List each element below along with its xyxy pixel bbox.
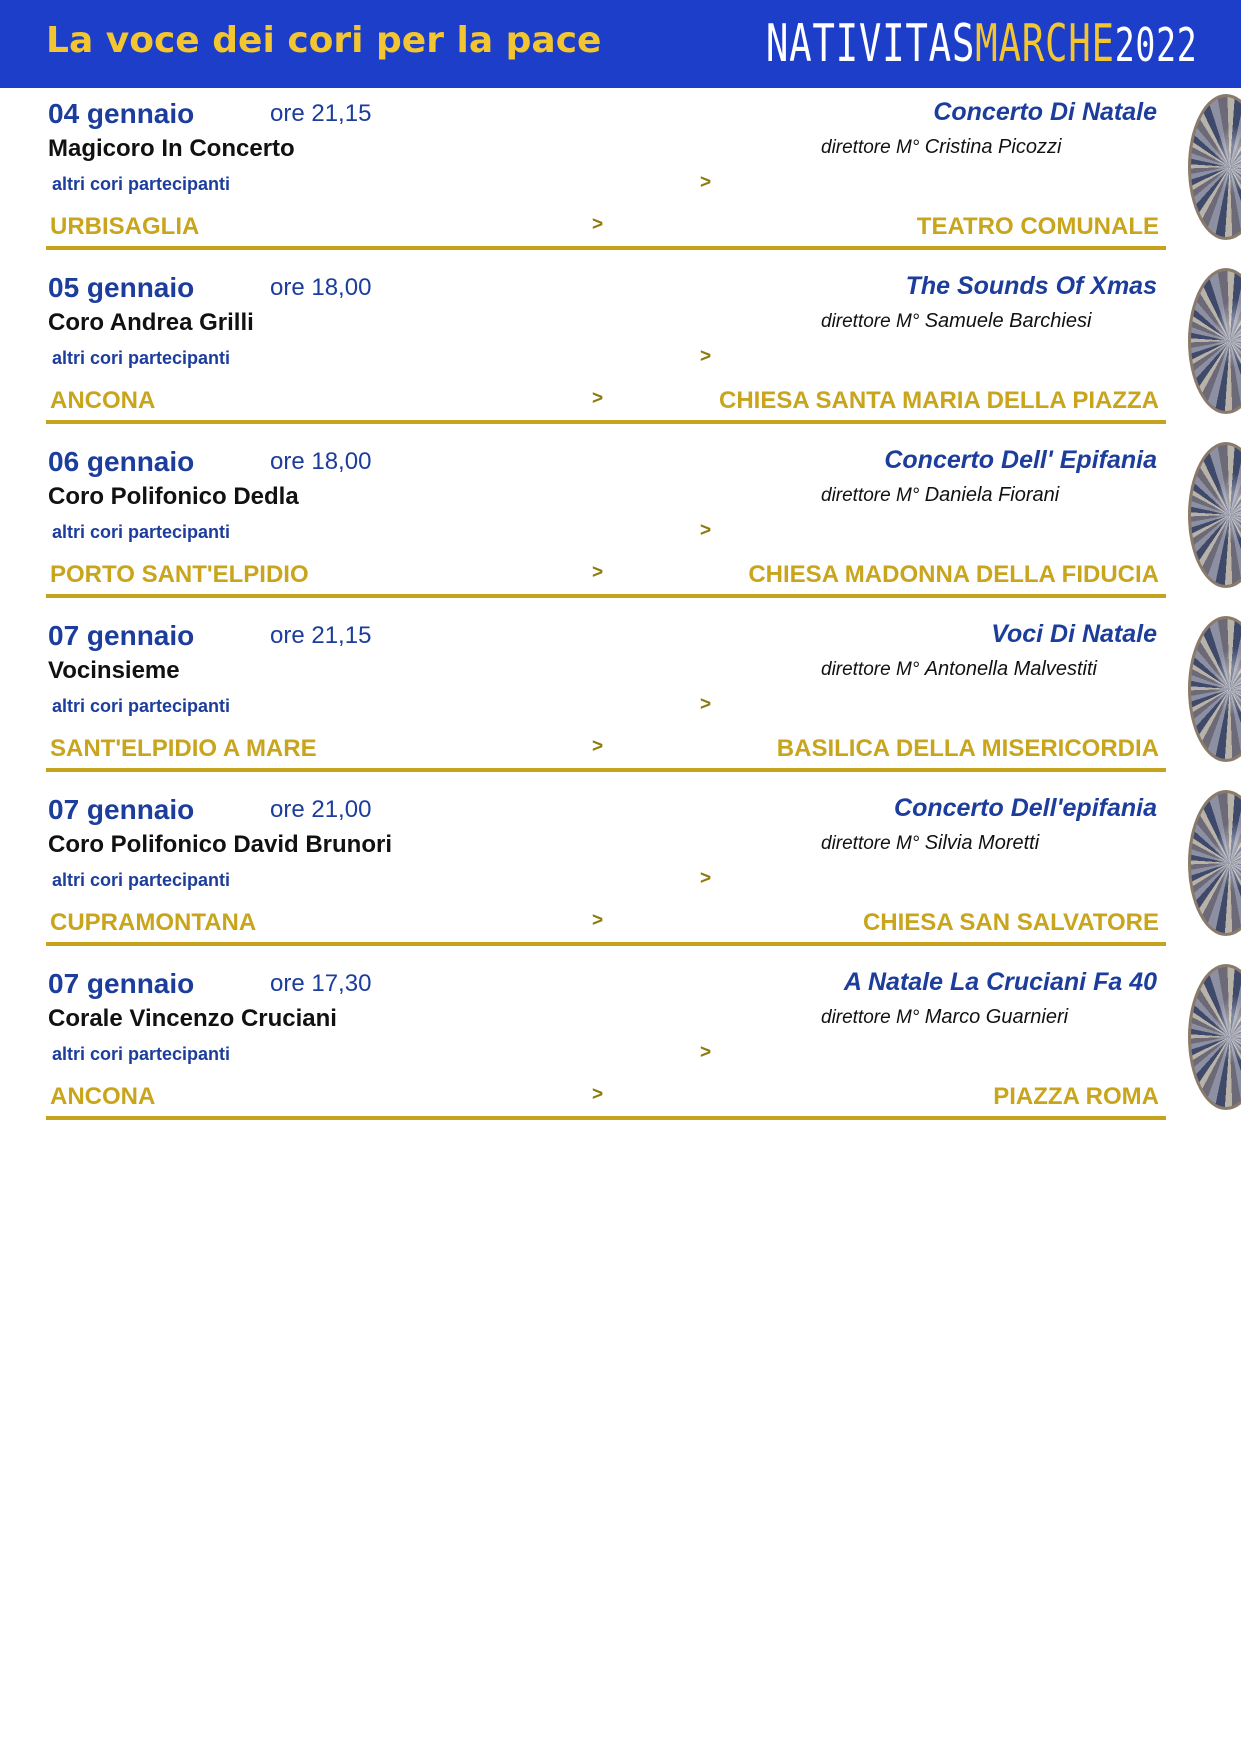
director-label: direttore M° [821,137,920,158]
event-time: ore 21,15 [270,100,372,127]
stained-glass-medallion-icon [1188,790,1241,936]
event-city: SANT'ELPIDIO A MARE [50,735,317,762]
event-director [821,136,1061,159]
event-date: 05 gennaio [48,272,195,303]
chevron-right-icon: > [700,694,712,715]
chevron-right-icon: > [592,214,604,235]
director-label: direttore M° [821,659,920,680]
event-title: The Sounds Of Xmas [905,272,1157,300]
event-director [821,832,1039,855]
director-label: direttore M° [821,1007,920,1028]
chevron-right-icon: > [700,1042,712,1063]
brand-year: 2022 [1114,18,1197,72]
event-card [0,266,1241,441]
event-card [0,92,1241,267]
event-card [0,788,1241,963]
event-city: PORTO SANT'ELPIDIO [50,561,309,588]
chevron-right-icon: > [592,388,604,409]
director-label: direttore M° [821,833,920,854]
divider [46,246,1166,250]
director-name: Antonella Malvestiti [924,658,1097,680]
event-choir: Coro Andrea Grilli [48,309,254,336]
event-other-choirs-label: altri cori partecipanti [52,522,231,542]
event-other-choirs-label: altri cori partecipanti [52,348,231,368]
event-card [0,440,1241,615]
chevron-right-icon: > [592,1084,604,1105]
event-date: 04 gennaio [48,98,195,129]
event-time: ore 17,30 [270,970,372,997]
director-label: direttore M° [821,311,920,332]
director-name: Samuele Barchiesi [924,310,1092,332]
chevron-right-icon: > [592,910,604,931]
divider [46,768,1166,772]
stained-glass-medallion-icon [1188,442,1241,588]
event-choir: Vocinsieme [48,657,180,684]
event-venue: TEATRO COMUNALE [916,213,1159,240]
event-choir: Coro Polifonico David Brunori [48,831,393,858]
chevron-right-icon: > [592,736,604,757]
divider [46,594,1166,598]
event-date: 06 gennaio [48,446,195,477]
event-date: 07 gennaio [48,968,195,999]
stained-glass-medallion-icon [1188,964,1241,1110]
event-date: 07 gennaio [48,620,195,651]
event-other-choirs-label: altri cori partecipanti [52,696,231,716]
event-time: ore 18,00 [270,448,372,475]
stained-glass-medallion-icon [1188,616,1241,762]
event-title: Concerto Dell' Epifania [884,446,1157,474]
divider [46,1116,1166,1120]
event-time: ore 18,00 [270,274,372,301]
director-name: Marco Guarnieri [924,1006,1069,1028]
event-city: ANCONA [50,1083,156,1110]
director-name: Silvia Moretti [924,832,1040,854]
chevron-right-icon: > [700,172,712,193]
stained-glass-medallion-icon [1188,268,1241,414]
event-director [821,310,1091,333]
event-time: ore 21,15 [270,622,372,649]
event-director [821,658,1097,681]
brand-word-nativitas: NATIVITAS [765,14,975,74]
director-label: direttore M° [821,485,920,506]
event-venue: CHIESA MADONNA DELLA FIDUCIA [748,561,1159,588]
event-time: ore 21,00 [270,796,372,823]
event-other-choirs-label: altri cori partecipanti [52,870,231,890]
event-choir: Coro Polifonico Dedla [48,483,299,510]
event-card [0,614,1241,789]
event-other-choirs-label: altri cori partecipanti [52,1044,231,1064]
event-director [821,1006,1068,1029]
chevron-right-icon: > [700,346,712,367]
event-city: URBISAGLIA [50,213,200,240]
director-name: Cristina Picozzi [924,136,1062,158]
event-title: Concerto Dell'epifania [894,794,1157,822]
event-card [0,962,1241,1137]
director-name: Daniela Fiorani [924,484,1060,506]
header-tagline: La voce dei cori per la pace [46,20,602,61]
event-other-choirs-label: altri cori partecipanti [52,174,231,194]
event-title: Concerto Di Natale [933,98,1157,126]
event-venue: PIAZZA ROMA [993,1083,1159,1110]
chevron-right-icon: > [700,520,712,541]
event-title: Voci Di Natale [991,620,1157,648]
stained-glass-medallion-icon [1188,94,1241,240]
chevron-right-icon: > [700,868,712,889]
event-choir: Magicoro In Concerto [48,135,295,162]
event-date: 07 gennaio [48,794,195,825]
divider [46,942,1166,946]
event-director [821,484,1059,507]
event-city: CUPRAMONTANA [50,909,257,936]
event-venue: BASILICA DELLA MISERICORDIA [776,735,1159,762]
brand-word-marche: MARCHE [974,14,1115,74]
page-header [0,0,1241,88]
chevron-right-icon: > [592,562,604,583]
event-venue: CHIESA SAN SALVATORE [862,909,1159,936]
event-title: A Natale La Cruciani Fa 40 [843,968,1157,996]
event-choir: Corale Vincenzo Cruciani [48,1005,337,1032]
divider [46,420,1166,424]
event-venue: CHIESA SANTA MARIA DELLA PIAZZA [719,387,1159,414]
brand-logo [765,12,1197,77]
event-city: ANCONA [50,387,156,414]
